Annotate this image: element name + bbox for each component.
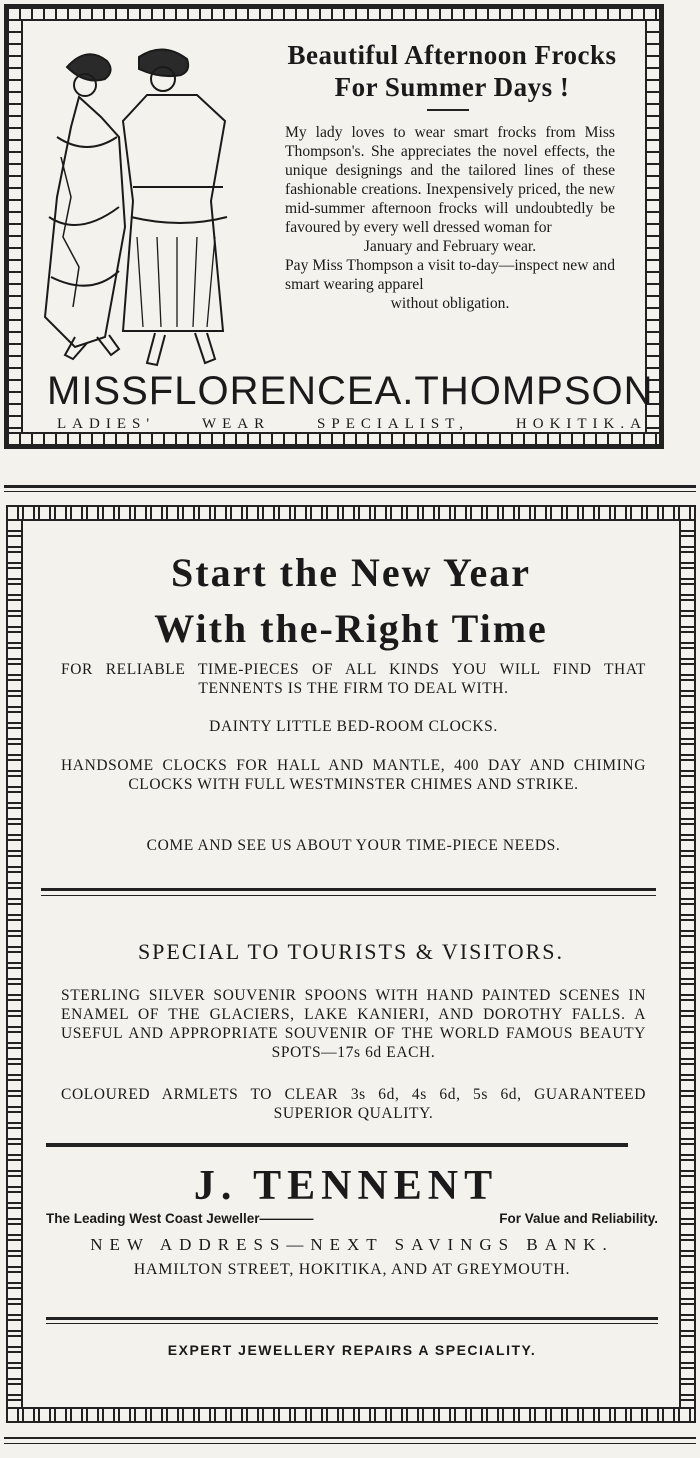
leading-jeweller-line [46, 1211, 658, 1226]
body-line: January and February wear. [363, 238, 537, 255]
repairs-speciality: EXPERT JEWELLERY REPAIRS A SPECIALITY. [167, 1342, 537, 1358]
decorative-border-bottom [6, 1407, 696, 1423]
tennent-advertisement [6, 505, 696, 1423]
come-and-see-text: COME AND SEE US ABOUT YOUR TIME-PIECE NEEDS. [146, 837, 561, 854]
decorative-border-left [7, 19, 23, 434]
name-word: FLORENCE [148, 369, 375, 413]
subtitle-word: HOKITIK.A [515, 416, 647, 432]
name-word: A. [374, 369, 415, 413]
headline-line-2: For Summer Days ! [334, 72, 570, 102]
reliable-timepieces-text: FOR RELIABLE TIME-PIECES OF ALL KINDS YOU WILL FIND THAT TENNENTS IS THE FIRM TO DEAL WITH. [61, 661, 646, 697]
leading-right: For Value and Reliability. [499, 1211, 658, 1226]
body-paragraph: My lady loves to wear smart frocks from Miss Thompson's. She appreciates the novel effects, the unique designings and the tailored lines of these fashionable creations. Inexpensively priced, the new mid-summer afternoon frocks will undoubtedly be favoured by every well dressed woman for [285, 124, 615, 236]
street-address: HAMILTON STREET, HOKITIKA, AND AT GREYMOUTH. [133, 1261, 571, 1278]
shop-owner-name [47, 367, 654, 415]
column-divider-thin [4, 491, 696, 492]
body-paragraph: Pay Miss Thompson a visit to-day—inspect new and smart wearing apparel [285, 257, 615, 293]
page-bottom-rule [4, 1437, 696, 1439]
decorative-border-right [679, 519, 696, 1409]
decorative-border-top [7, 7, 661, 21]
headline-line-1: Beautiful Afternoon Frocks [287, 40, 617, 70]
jeweller-name: J. TENNENT [193, 1163, 499, 1209]
armlets-text: COLOURED ARMLETS TO CLEAR 3s 6d, 4s 6d, 5s 6d, GUARANTEED SUPERIOR QUALITY. [61, 1086, 646, 1122]
leading-left: The Leading West Coast Jeweller———— [46, 1211, 314, 1226]
souvenir-spoons-text: STERLING SILVER SOUVENIR SPOONS WITH HAND PAINTED SCENES IN ENAMEL OF THE GLACIERS, LAKE KANIERI, AND DOROTHY FALLS. A USEFUL AND APPROPRIATE SOUVENIR OF THE WORLD FAMOUS BEAUTY SPOTS—17s 6d EACH. [61, 987, 646, 1061]
bedroom-clocks-text: DAINTY LITTLE BED-ROOM CLOCKS. [209, 718, 498, 735]
shop-subtitle [57, 416, 647, 433]
title-line-1: Start the New Year [171, 550, 531, 595]
handsome-clocks-text: HANDSOME CLOCKS FOR HALL AND MANTLE, 400 DAY AND CHIMING CLOCKS WITH FULL WESTMINSTER CHIMES AND STRIKE. [61, 757, 646, 793]
title-line-2: With the-Right Time [154, 606, 548, 651]
decorative-border-bottom [7, 432, 661, 446]
section-rule [41, 888, 656, 891]
subtitle-word: SPECIALIST, [317, 416, 469, 432]
thompson-advertisement [4, 4, 664, 449]
body-line: without obligation. [390, 295, 510, 312]
subtitle-word: LADIES' [57, 416, 156, 432]
two-women-in-frocks-illustration [27, 37, 257, 377]
name-word: THOMPSON [414, 369, 654, 413]
section-rule [46, 1317, 658, 1320]
advertisement-body [285, 123, 615, 313]
main-title [66, 545, 636, 657]
subtitle-word: WEAR [201, 416, 271, 432]
special-heading: SPECIAL TO TOURISTS & VISITORS. [137, 939, 565, 964]
short-rule [427, 109, 469, 111]
column-divider [4, 485, 696, 488]
decorative-border-left [6, 519, 23, 1409]
headline [272, 39, 632, 103]
decorative-border-top [6, 505, 696, 521]
new-address: NEW ADDRESS—NEXT SAVINGS BANK. [90, 1235, 614, 1254]
page-bottom-rule-thin [4, 1443, 696, 1444]
name-word: MISS [47, 369, 149, 413]
section-rule [46, 1143, 628, 1147]
section-rule-thin [46, 1323, 658, 1324]
section-rule-thin [41, 895, 656, 896]
